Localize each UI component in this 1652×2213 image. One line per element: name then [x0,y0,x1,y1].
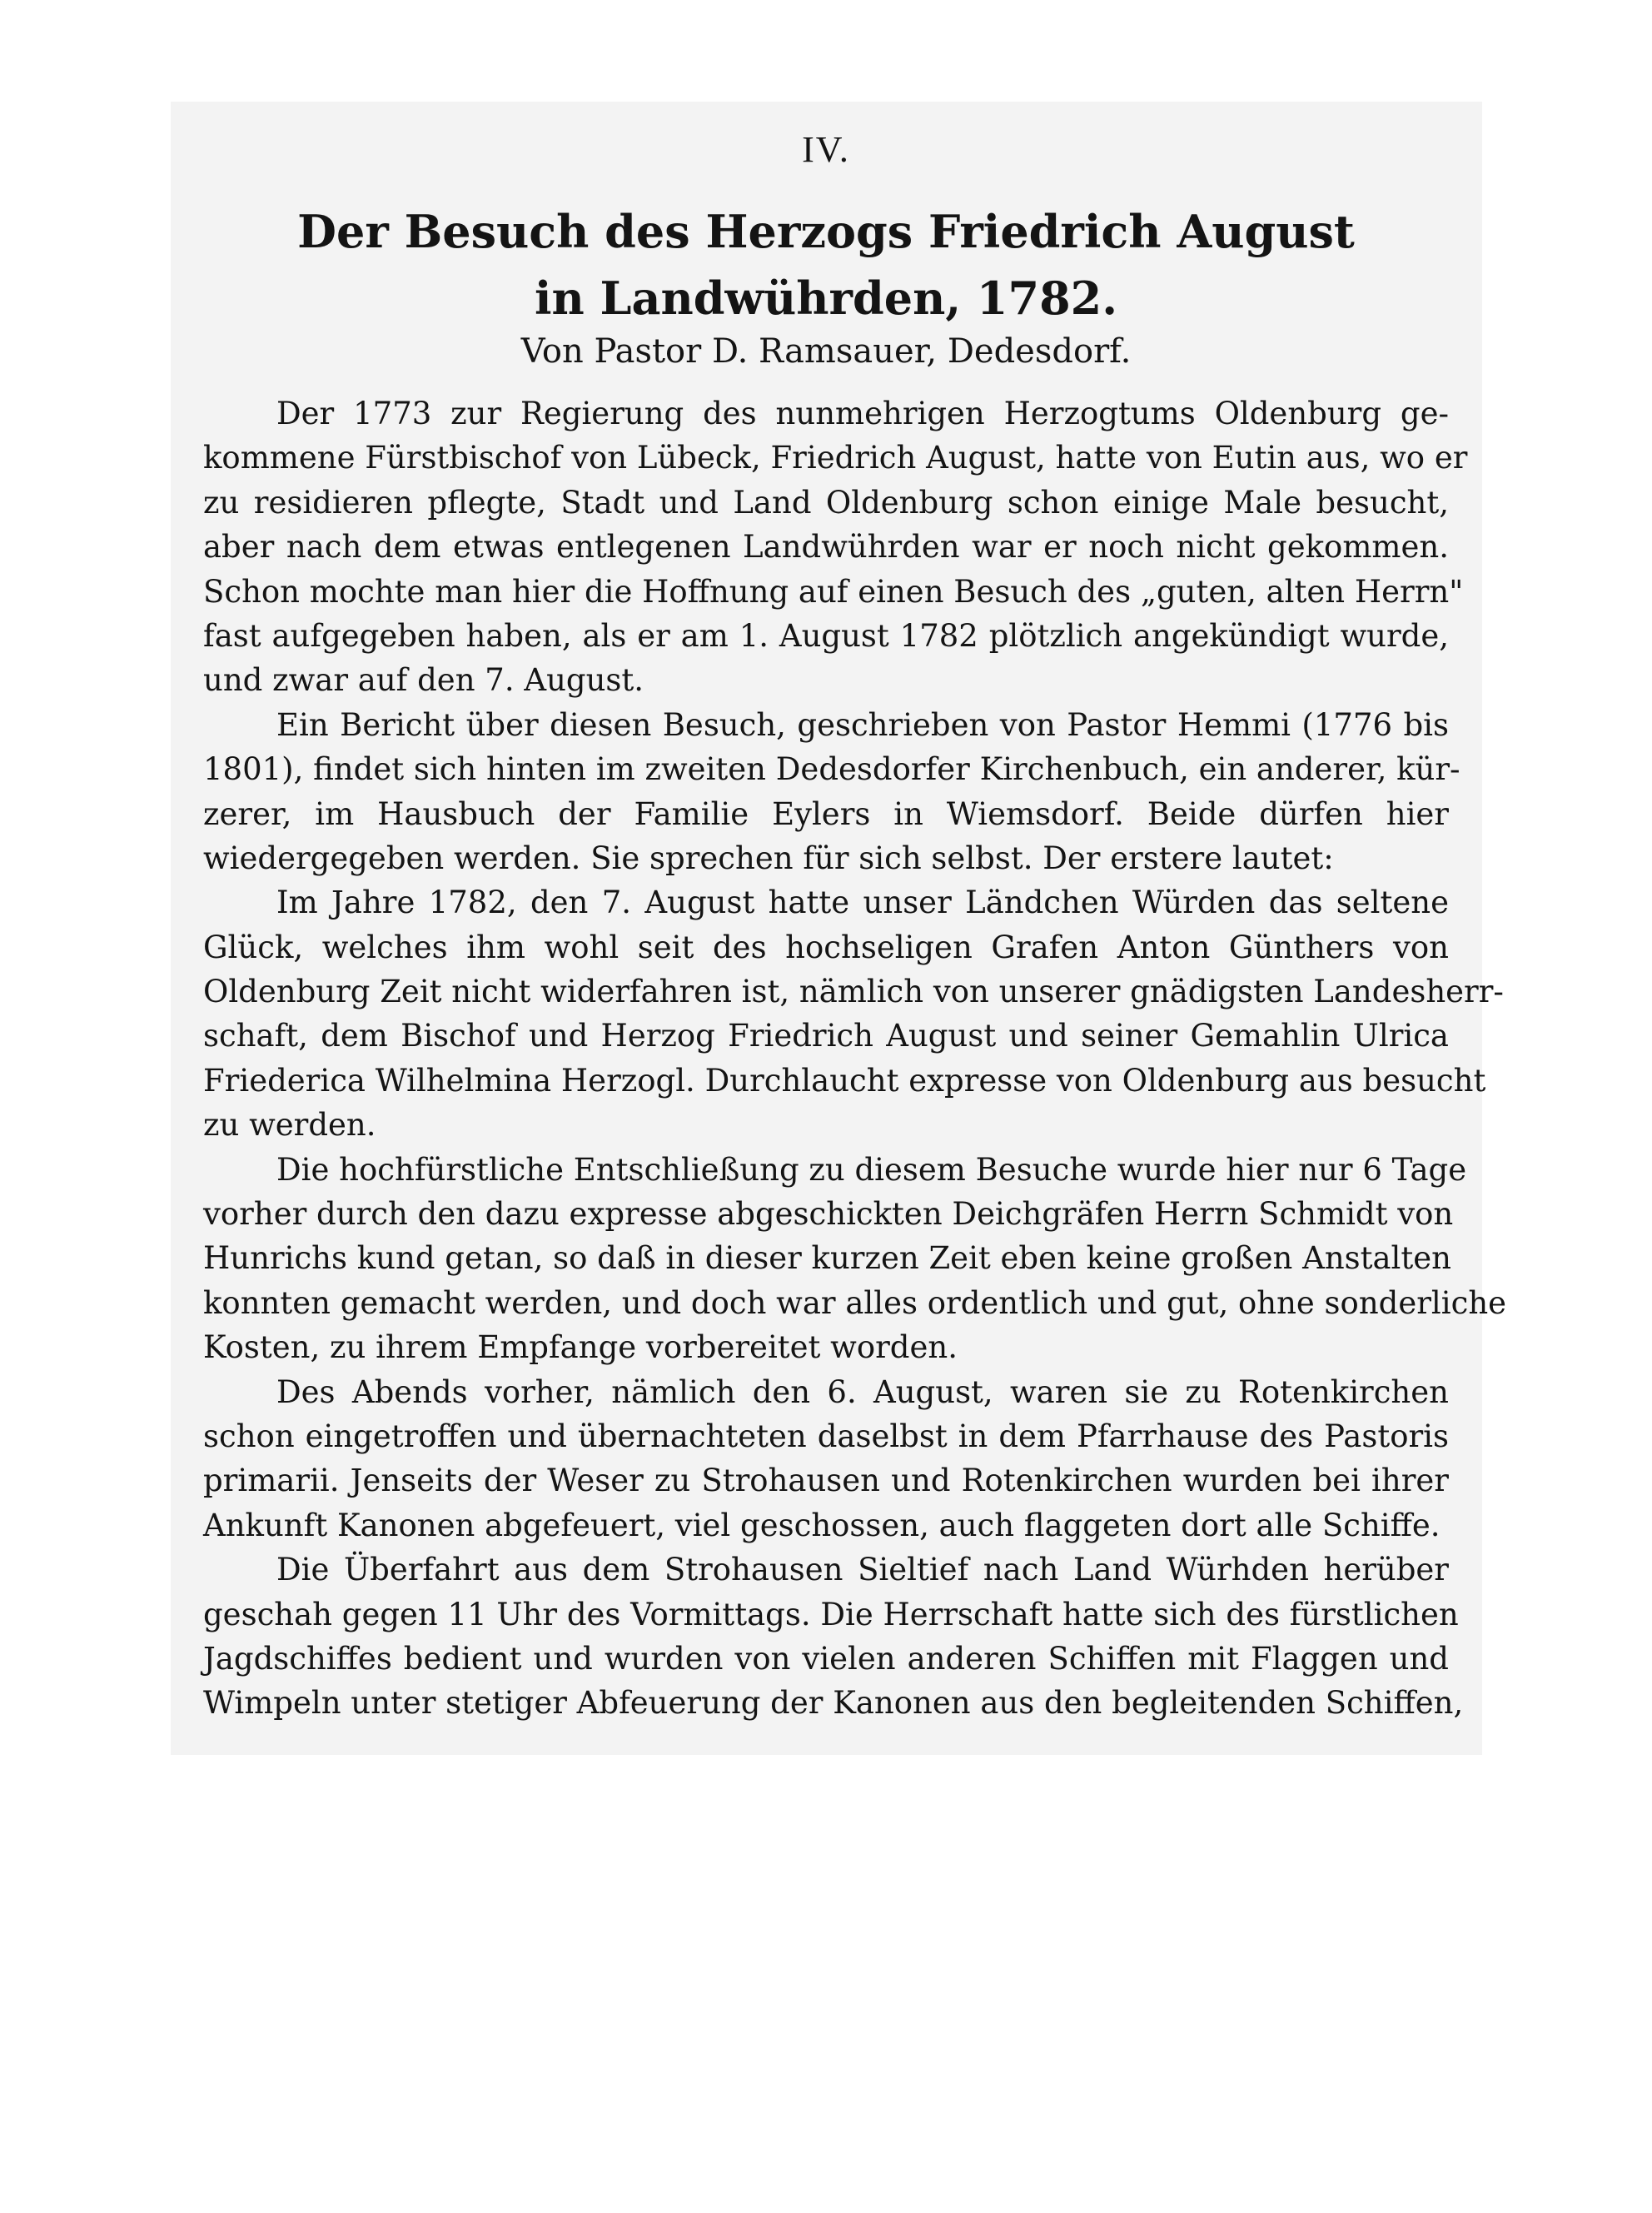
text-line: und zwar auf den 7. August. [203,662,644,699]
article-title [0,198,1652,331]
text-line: zerer, im Hausbuch der Familie Eylers in Wiemsdorf. Beide dürfen hier [203,795,1449,832]
text-line: Die Überfahrt aus dem Strohausen Sieltief nach Land Würhden herüber [276,1552,1449,1588]
section-number: IV. [802,129,850,170]
body-text [203,391,1507,1726]
text-line: Der 1773 zur Regierung des nunmehrigen Herzogtums Oldenburg ge- [276,396,1449,431]
text-line: Im Jahre 1782, den 7. August hatte unser Ländchen Würden das seltene [276,885,1449,921]
text-line: geschah gegen 11 Uhr des Vormittags. Die Herrschaft hatte sich des fürstlichen [203,1596,1459,1632]
title-line-2: in Landwührden, 1782. [534,272,1118,325]
text-line: schon eingetroffen und übernachteten daselbst in dem Pfarrhause des Pastoris [203,1418,1449,1454]
text-line: Friederica Wilhelmina Herzogl. Durchlaucht expresse von Oldenburg aus besucht [203,1062,1486,1099]
text-line: Ankunft Kanonen abgefeuert, viel geschossen, auch flaggeten dort alle Schiffe. [203,1507,1441,1543]
text-line: Des Abends vorher, nämlich den 6. August, waren sie zu Rotenkirchen [276,1373,1449,1410]
text-line: 1801), findet sich hinten im zweiten Dedesdorfer Kirchenbuch, ein anderer, kür- [203,751,1460,788]
text-line: Jagdschiffes bedient und wurden von vielen anderen Schiffen mit Flaggen und [203,1640,1449,1677]
text-line: Kosten, zu ihrem Empfange vorbereitet worden. [203,1329,958,1366]
text-line: wiedergegeben werden. Sie sprechen für sich selbst. Der erstere lautet: [203,840,1334,876]
text-line: Schon mochte man hier die Hoffnung auf einen Besuch des „guten, alten Herrn" [203,573,1464,610]
text-line: zu werden. [203,1107,376,1144]
text-line: Oldenburg Zeit nicht widerfahren ist, nämlich von unserer gnädigsten Landesherr- [203,974,1504,1010]
text-line: fast aufgegeben haben, als er am 1. August 1782 plötzlich angekündigt wurde, [203,617,1449,654]
text-line: primarii. Jenseits der Weser zu Strohausen und Rotenkirchen wurden bei ihrer [203,1463,1449,1499]
text-line: zu residieren pflegte, Stadt und Land Oldenburg schon einige Male besucht, [203,484,1449,521]
title-line-1: Der Besuch des Herzogs Friedrich August [297,205,1355,258]
text-line: Die hochfürstliche Entschließung zu diesem Besuche wurde hier nur 6 Tage [276,1151,1467,1188]
text-line: Glück, welches ihm wohl seit des hochseligen Grafen Anton Günthers von [203,929,1449,965]
author-byline: Von Pastor D. Ramsauer, Dedesdorf. [520,332,1132,371]
text-line: Ein Bericht über diesen Besuch, geschrieben von Pastor Hemmi (1776 bis [276,706,1449,743]
text-line: konnten gemacht werden, und doch war alles ordentlich und gut, ohne sonderliche [203,1284,1507,1321]
text-line: aber nach dem etwas entlegenen Landwührden war er noch nicht gekommen. [203,529,1449,566]
text-line: vorher durch den dazu expresse abgeschickten Deichgräfen Herrn Schmidt von [203,1196,1454,1233]
text-line: Hunrichs kund getan, so daß in dieser kurzen Zeit eben keine großen Anstalten [203,1240,1451,1277]
text-line: schaft, dem Bischof und Herzog Friedrich August und seiner Gemahlin Ulrica [203,1018,1449,1054]
text-line: kommene Fürstbischof von Lübeck, Friedrich August, hatte von Eutin aus, wo er [203,440,1468,476]
text-line: Wimpeln unter stetiger Abfeuerung der Kanonen aus den begleitenden Schiffen, [203,1685,1464,1722]
